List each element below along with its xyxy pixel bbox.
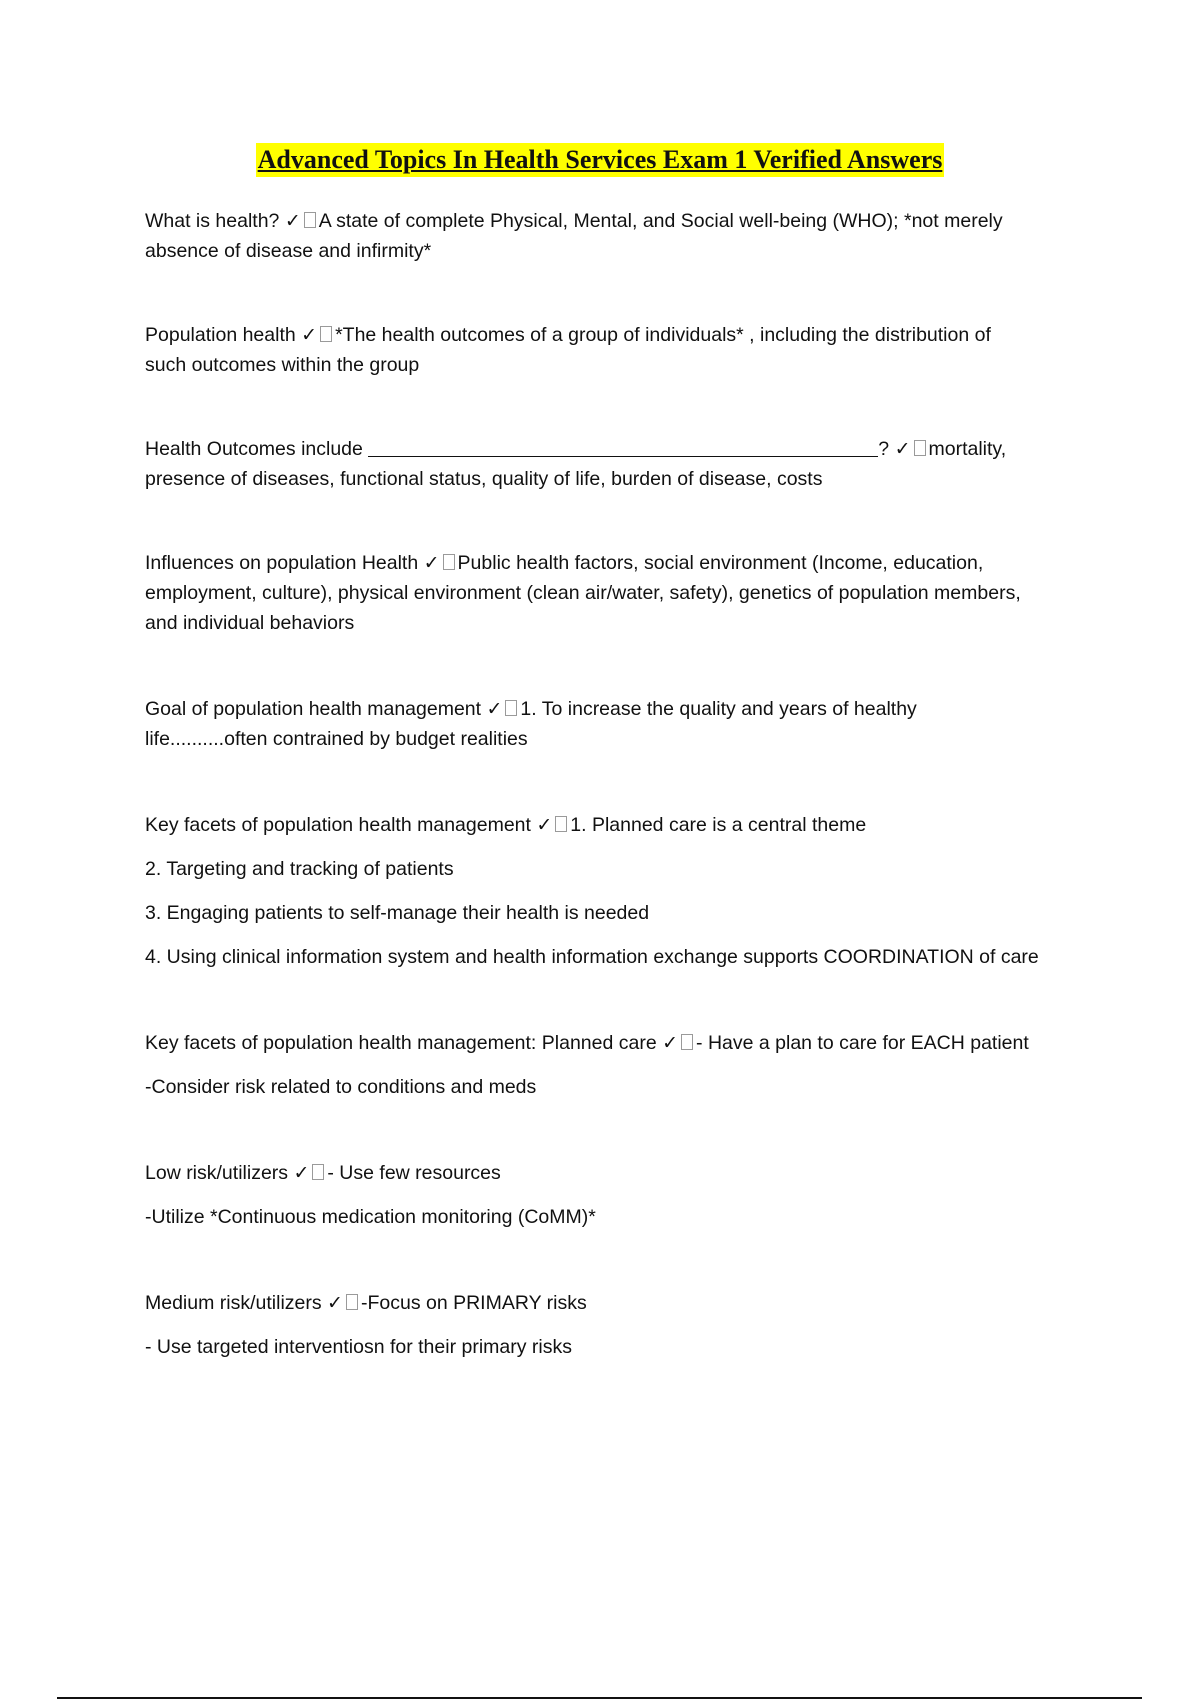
- qa-item-health-outcomes: [145, 434, 1080, 494]
- answer-text: A state of complete Physical, Mental, and Social well-being (WHO); *not merely: [318, 210, 1003, 232]
- qa-line: [145, 1288, 1080, 1318]
- check-mark-icon: ✓: [293, 1162, 310, 1184]
- qa-item-goal: [145, 694, 1080, 754]
- qa-item-key-facets: [145, 810, 1080, 972]
- empty-box-icon: [505, 700, 517, 716]
- check-mark-icon: ✓: [536, 814, 553, 836]
- document-title: Advanced Topics In Health Services Exam 1 Verified Answers: [256, 143, 945, 177]
- question-text: Key facets of population health management: [145, 814, 531, 836]
- empty-box-icon: [555, 816, 567, 832]
- qa-content: [145, 206, 1080, 1362]
- empty-box-icon: [443, 554, 455, 570]
- question-text: Key facets of population health management: Planned care: [145, 1032, 657, 1054]
- empty-box-icon: [312, 1164, 324, 1180]
- question-text: Goal of population health management: [145, 698, 482, 720]
- answer-continuation: such outcomes within the group: [145, 354, 420, 376]
- answer-text: - Have a plan to care for EACH patient: [696, 1032, 1029, 1054]
- qa-line: [145, 434, 1080, 464]
- qa-item-population-health: [145, 320, 1080, 380]
- answer-text: *The health outcomes of a group of individuals* , including the distribution of: [335, 324, 991, 346]
- fill-in-blank: [368, 438, 878, 457]
- answer-list-item: 2. Targeting and tracking of patients: [145, 858, 454, 880]
- answer-list-item: -Utilize *Continuous medication monitoring (CoMM)*: [145, 1206, 596, 1228]
- answer-text: mortality,: [928, 438, 1007, 460]
- answer-text: 1. Planned care is a central theme: [570, 814, 867, 836]
- question-text: Medium risk/utilizers: [145, 1292, 322, 1314]
- answer-continuation: employment, culture), physical environment (clean air/water, safety), genetics of population members,: [145, 582, 1021, 604]
- question-text: Influences on population Health: [145, 552, 419, 574]
- answer-list-item: -Consider risk related to conditions and meds: [145, 1076, 537, 1098]
- answer-text: Public health factors, social environment (Income, education,: [457, 552, 984, 574]
- check-mark-icon: ✓: [301, 324, 318, 346]
- answer-continuation: and individual behaviors: [145, 612, 355, 634]
- check-mark-icon: ✓: [894, 438, 911, 460]
- question-text: What is health?: [145, 210, 280, 232]
- answer-text: -Focus on PRIMARY risks: [360, 1292, 587, 1314]
- title-container: [0, 143, 1200, 177]
- check-mark-icon: ✓: [327, 1292, 343, 1314]
- question-text: Health Outcomes include: [145, 438, 363, 460]
- check-mark-icon: ✓: [662, 1032, 679, 1054]
- qa-item-health: [145, 206, 1080, 266]
- qa-line: [145, 810, 1080, 840]
- answer-list-item: 3. Engaging patients to self-manage their health is needed: [145, 902, 650, 924]
- question-text: Population health: [145, 324, 296, 346]
- qa-line: [145, 1158, 1080, 1188]
- answer-text: - Use few resources: [327, 1162, 501, 1184]
- qa-line: [145, 1028, 1080, 1058]
- empty-box-icon: [914, 440, 926, 456]
- empty-box-icon: [320, 326, 332, 342]
- empty-box-icon: [681, 1034, 693, 1050]
- answer-continuation: presence of diseases, functional status, quality of life, burden of disease, costs: [145, 468, 823, 490]
- check-mark-icon: ✓: [486, 698, 503, 720]
- check-mark-icon: ✓: [423, 552, 440, 574]
- check-mark-icon: ✓: [284, 210, 301, 232]
- empty-box-icon: [304, 212, 316, 228]
- qa-line: [145, 694, 1080, 724]
- qa-item-influences: [145, 548, 1080, 638]
- footer-divider: [57, 1697, 1142, 1699]
- empty-box-icon: [346, 1294, 358, 1310]
- qa-line: [145, 548, 1080, 578]
- qa-item-planned-care: [145, 1028, 1080, 1102]
- answer-continuation: absence of disease and infirmity*: [145, 240, 432, 262]
- answer-list-item: - Use targeted interventiosn for their primary risks: [145, 1336, 572, 1358]
- answer-continuation: life..........often contrained by budget realities: [145, 728, 528, 750]
- question-suffix: ?: [878, 438, 890, 460]
- answer-list-item: 4. Using clinical information system and health information exchange supports COORDINATION of care: [145, 946, 1039, 968]
- qa-item-medium-risk: [145, 1288, 1080, 1362]
- answer-text: 1. To increase the quality and years of healthy: [520, 698, 917, 720]
- question-text: Low risk/utilizers: [145, 1162, 289, 1184]
- qa-line: [145, 206, 1080, 236]
- qa-item-low-risk: [145, 1158, 1080, 1232]
- qa-line: [145, 320, 1080, 350]
